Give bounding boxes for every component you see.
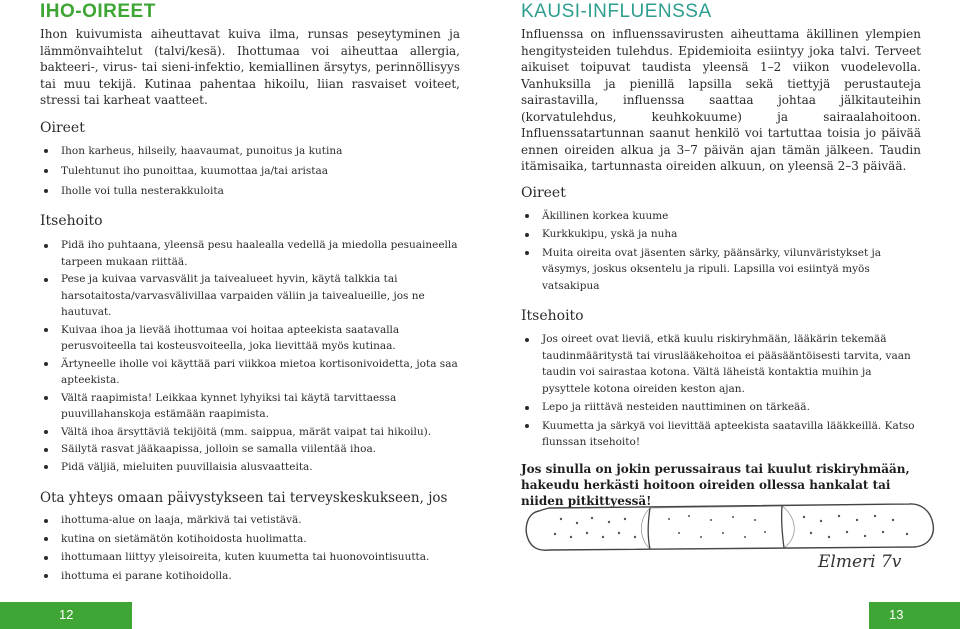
self-care-heading: Itsehoito	[40, 213, 103, 229]
contact-heading: Ota yhteys omaan päivystykseen tai terveyskeskukseen, jos	[40, 490, 448, 506]
list-item: kutina on sietämätön kotihoidosta huolimatta.	[40, 531, 460, 548]
symptoms-heading: Oireet	[521, 184, 566, 201]
self-care-list	[521, 331, 921, 451]
page-number-right: 13	[889, 607, 904, 622]
list-item: Tulehtunut iho punoittaa, kuumottaa ja/tai aristaa	[40, 163, 460, 180]
page-title-kausi-influenssa: KAUSI-INFLUENSSA	[521, 1, 712, 22]
list-item: Pidä väljiä, mieluiten puuvillaisia alusvaatteita.	[40, 459, 460, 476]
intro-text: Ihon kuivumista aiheuttavat kuiva ilma, runsas peseytyminen ja lämmönvaihtelut (talvi/kesä). Ihottumaa voi aiheuttaa allergia, bakteeri-, virus- tai sieni-infektio, kemiallinen ärsytys, perinnöllisyys tai muu tekijä. Kutinaa pahentaa hikoilu, liian rasvaiset voiteet, stressi tai karheat vaatteet.	[40, 27, 460, 107]
signature: Elmeri 7v	[818, 552, 902, 572]
page-number-left: 12	[59, 607, 74, 622]
list-item: Säilytä rasvat jääkaapissa, jolloin se samalla viilentää ihoa.	[40, 441, 460, 458]
symptoms-list	[521, 208, 921, 295]
list-item: Äkillinen korkea kuume	[521, 208, 921, 225]
list-item: Pidä iho puhtaana, yleensä pesu haalealla vedellä ja miedolla pesuaineella tarpeen mukaan riittää.	[40, 237, 460, 270]
bandage-dots	[554, 515, 908, 538]
list-item: Kuumetta ja särkyä voi lievittää apteekista saatavilla lääkkeillä. Katso flunssan itsehoito!	[521, 418, 921, 451]
symptoms-heading: Oireet	[40, 119, 85, 136]
contact-list	[40, 512, 460, 584]
symptoms-list	[40, 143, 460, 200]
right-page	[521, 0, 921, 509]
footer-bar-right	[869, 602, 960, 629]
list-item: Iholle voi tulla nesterakkuloita	[40, 183, 460, 200]
self-care-heading: Itsehoito	[521, 308, 584, 324]
page-title-iho-oireet: IHO-OIREET	[40, 1, 156, 22]
list-item: Pese ja kuivaa varvasvälit ja taivealueet hyvin, käytä talkkia tai harsotaitosta/varvasvälivillaa varpaiden väliin ja taivealueille, jos ne hautuvat.	[40, 271, 460, 321]
list-item: Kurkkukipu, yskä ja nuha	[521, 226, 921, 243]
risk-group-warning: Jos sinulla on jokin perussairaus tai kuulut riskiryhmään, hakeudu herkästi hoitoon oireiden ollessa hankalat tai niiden pitkittyessä!	[521, 461, 910, 508]
list-item: Lepo ja riittävä nesteiden nauttiminen on tärkeää.	[521, 399, 921, 416]
list-item: ihottuma-alue on laaja, märkivä tai vetistävä.	[40, 512, 460, 529]
list-item: Vältä ihoa ärsyttäviä tekijöitä (mm. saippua, märät vaipat tai hikoilu).	[40, 424, 460, 441]
list-item: Ärtyneelle iholle voi käyttää pari viikkoa mietoa kortisonivoidetta, jota saa apteekista.	[40, 356, 460, 389]
list-item: Muita oireita ovat jäsenten särky, päänsärky, vilunväristykset ja väsymys, joskus oksentelu ja ripuli. Lapsilla voi esiintyä myös vatsakipua	[521, 245, 921, 295]
list-item: ihottumaan liittyy yleisoireita, kuten kuumetta tai huonovointisuutta.	[40, 549, 460, 566]
list-item: ihottuma ei parane kotihoidolla.	[40, 568, 460, 585]
list-item: Vältä raapimista! Leikkaa kynnet lyhyiksi tai käytä tarvittaessa puuvillahanskoja estämään raapimista.	[40, 390, 460, 423]
list-item: Ihon karheus, hilseily, haavaumat, punoitus ja kutina	[40, 143, 460, 160]
left-page	[40, 0, 460, 584]
intro-text: Influenssa on influenssavirusten aiheuttama äkillinen ylempien hengitysteiden tulehdus. Epidemioita esiintyy joka talvi. Terveet aikuiset toipuvat taudista yleensä 1–2 viikon vuodelevolla. Vanhuksilla ja pienillä lapsilla sekä tiettyjä perustauteja sairastavilla, influenssa saattaa johtaa jälkitauteihin (korvatulehdus, keuhkokuume) ja sairaalahoitoon. Influenssatartunnan saanut henkilö voi tartuttaa toisia jo päivää ennen oireiden alkua ja 3–7 päivän ajan tämän jälkeen. Taudin itämisaika, tartunnasta oireiden alkuun, on yleensä 2–3 päivää.	[521, 27, 921, 173]
self-care-list	[40, 237, 460, 475]
list-item: Jos oireet ovat lieviä, etkä kuulu riskiryhmään, lääkärin tekemää taudinmääritystä tai viruslääkehoitoa ei pääsääntöisesti tarvita, vaan taudin voi sairastaa kotona. Vältä läheistä kontaktia muihin ja pysyttele kotona oireiden keston ajan.	[521, 331, 921, 397]
list-item: Kuivaa ihoa ja lievää ihottumaa voi hoitaa apteekista saatavalla perusvoiteella tai kosteusvoiteella, joka lievittää myös kutinaa.	[40, 322, 460, 355]
